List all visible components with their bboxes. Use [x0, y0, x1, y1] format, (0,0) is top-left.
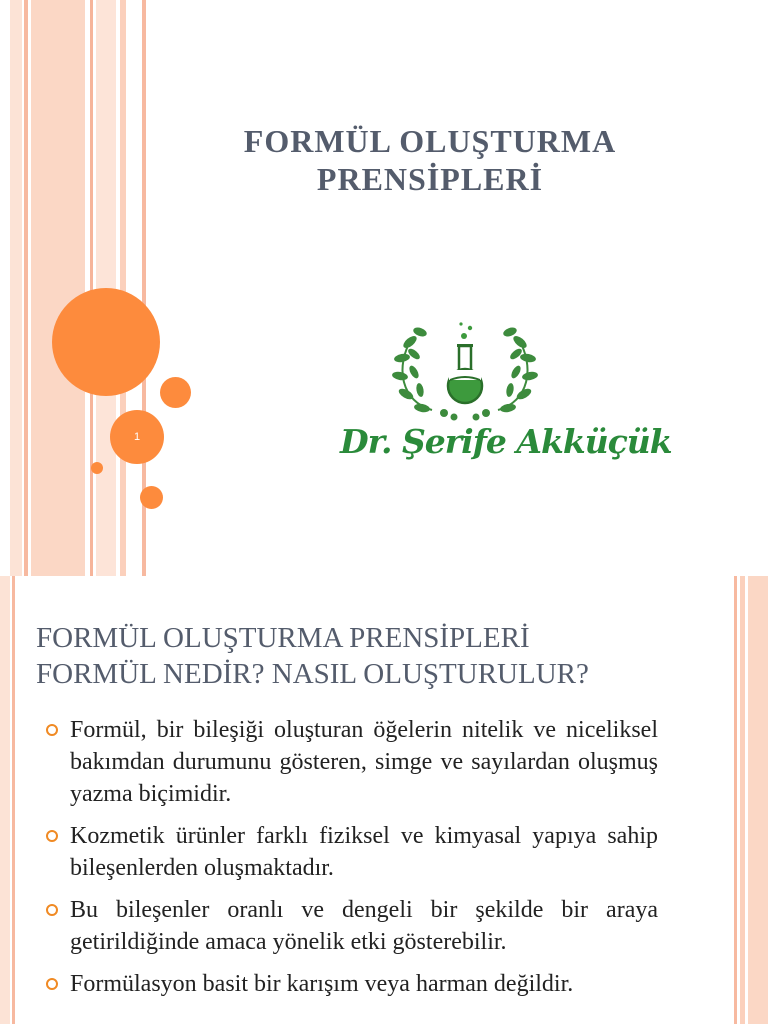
bullet-circle-icon — [46, 978, 58, 990]
decor-circle — [160, 377, 191, 408]
logo-text: Dr. Şerife Akküçük — [340, 422, 672, 461]
slide-title-line2: FORMÜL NEDİR? NASIL OLUŞTURULUR? — [36, 658, 589, 690]
decor-stripe — [90, 0, 93, 576]
list-item: Bu bileşenler oranlı ve dengeli bir şekilde bir araya getirildiğinde amaca yönelik etki gösterebilir. — [46, 894, 658, 958]
decor-stripe — [10, 0, 22, 576]
list-item: Formülasyon basit bir karışım veya harman değildir. — [46, 968, 658, 1000]
slide-title-line2: PRENSİPLERİ — [316, 161, 544, 197]
content-slide — [0, 576, 768, 1024]
decor-circle-small — [91, 462, 103, 474]
slide-title-line1: FORMÜL OLUŞTURMA — [243, 123, 617, 159]
decor-stripe — [740, 576, 745, 1024]
bullet-circle-icon — [46, 724, 58, 736]
slide-number: 1 — [133, 431, 141, 443]
decor-stripe — [31, 0, 85, 576]
decor-stripe — [734, 576, 737, 1024]
decor-stripe — [748, 576, 768, 1024]
decor-stripe — [0, 576, 10, 1024]
flask-wreath-logo-icon — [340, 318, 590, 423]
slide-title — [200, 122, 660, 198]
decor-stripe — [24, 0, 28, 576]
slide-title-line1: FORMÜL OLUŞTURMA PRENSİPLERİ — [36, 622, 530, 654]
logo — [340, 318, 672, 478]
list-item: Formül, bir bileşiği oluşturan öğelerin nitelik ve niceliksel bakımdan durumunu gösteren, simge ve sayılardan oluşmuş yazma biçimidir. — [46, 714, 658, 810]
bullet-circle-icon — [46, 904, 58, 916]
decor-circle-large — [52, 288, 160, 396]
decor-circle — [140, 486, 163, 509]
list-item: Kozmetik ürünler farklı fiziksel ve kimyasal yapıya sahip bileşenlerden oluşmaktadır. — [46, 820, 658, 884]
slide-title — [36, 620, 716, 692]
decor-stripe — [12, 576, 15, 1024]
bullet-circle-icon — [46, 830, 58, 842]
decor-stripe — [120, 0, 126, 576]
bullet-list — [46, 714, 658, 1010]
